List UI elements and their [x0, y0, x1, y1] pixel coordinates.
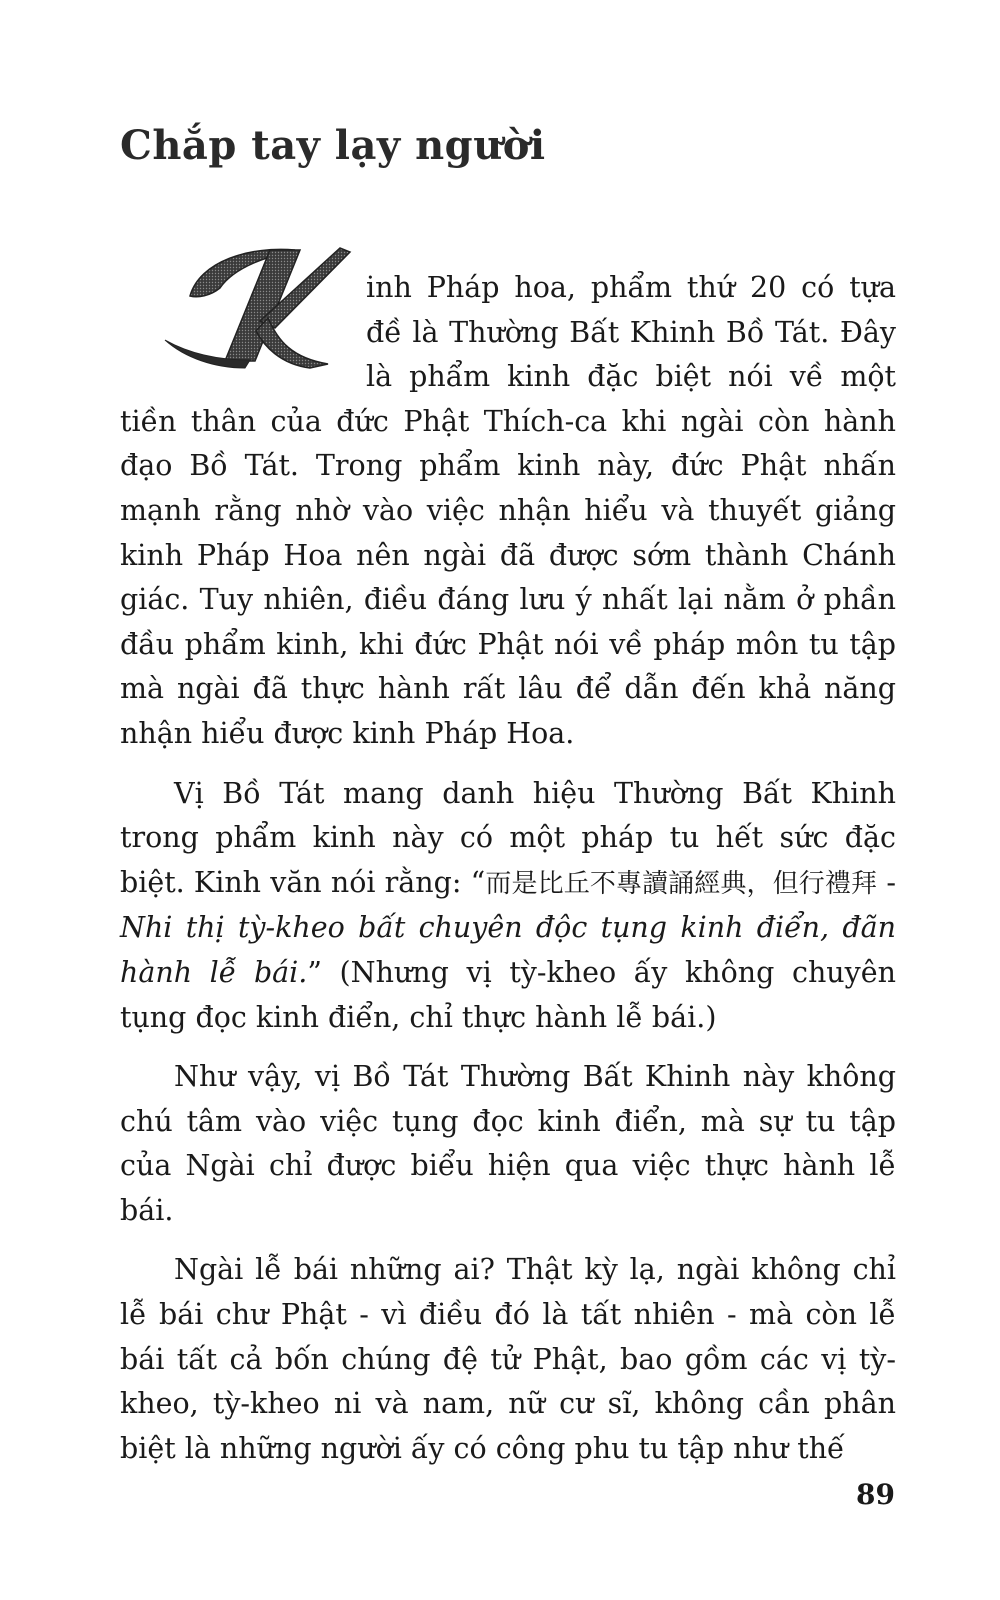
sino-vietnamese-quote: Nhi thị tỳ-kheo bất chuyên độc tụng kinh điển, đãn hành lễ bái. [120, 911, 896, 989]
paragraph-3: Như vậy, vị Bồ Tát Thường Bất Khinh này không chú tâm vào việc tụng đọc kinh điển, mà sự tu tập của Ngài chỉ được biểu hiện qua việc thực hành lễ bái. [120, 1060, 896, 1227]
page-number: 89 [856, 1478, 895, 1511]
paragraph-2-text: Vị Bồ Tát mang danh hiệu Thường Bất Khinh trong phẩm kinh này có một pháp tu hết sức đặc biệt. Kinh văn nói rằng: “ [120, 776, 896, 899]
paragraph-2 [120, 772, 896, 1041]
paragraph-2-translation: ” (Nhưng vị tỳ-kheo ấy không chuyên tụng đọc kinh điển, chỉ thực hành lễ bái.) [120, 955, 896, 1034]
dropcap-k-glyph [160, 236, 360, 382]
quote-dash: - [877, 865, 896, 899]
dropcap-letter [160, 236, 360, 382]
paragraph-1 [120, 236, 896, 757]
dropcap-text: K [160, 236, 161, 237]
paragraph-1-text: inh Pháp hoa, phẩm thứ 20 có tựa đề là Thường Bất Khinh Bồ Tát. Đây là phẩm kinh đặc biệt nói về một tiền thân của đức Phật Thích-ca khi ngài còn hành đạo Bồ Tát. Trong phẩm kinh này, đức Phật nhấn mạnh rằng nhờ vào việc nhận hiểu và thuyết giảng kinh Pháp Hoa nên ngài đã được sớm thành Chánh giác. Tuy nhiên, điều đáng lưu ý nhất lại nằm ở phần đầu phẩm kinh, khi đức Phật nói về pháp môn tu tập mà ngài đã thực hành rất lâu để dẫn đến khả năng nhận hiểu được kinh Pháp Hoa. [120, 271, 896, 750]
chapter-title: Chắp tay lạy người [120, 122, 546, 169]
chinese-quote: 而是比丘不專讀誦經典，但行禮拜 [485, 868, 878, 899]
paragraph-4: Ngài lễ bái những ai? Thật kỳ lạ, ngài không chỉ lễ bái chư Phật - vì điều đó là tất nhiên - mà còn lễ bái tất cả bốn chúng đệ tử Phật, bao gồm các vị tỳ-kheo, tỳ-kheo ni và nam, nữ cư sĩ, không cần phân biệt là những người ấy có công phu tu tập như thế [120, 1253, 896, 1465]
body-text [120, 236, 896, 1486]
